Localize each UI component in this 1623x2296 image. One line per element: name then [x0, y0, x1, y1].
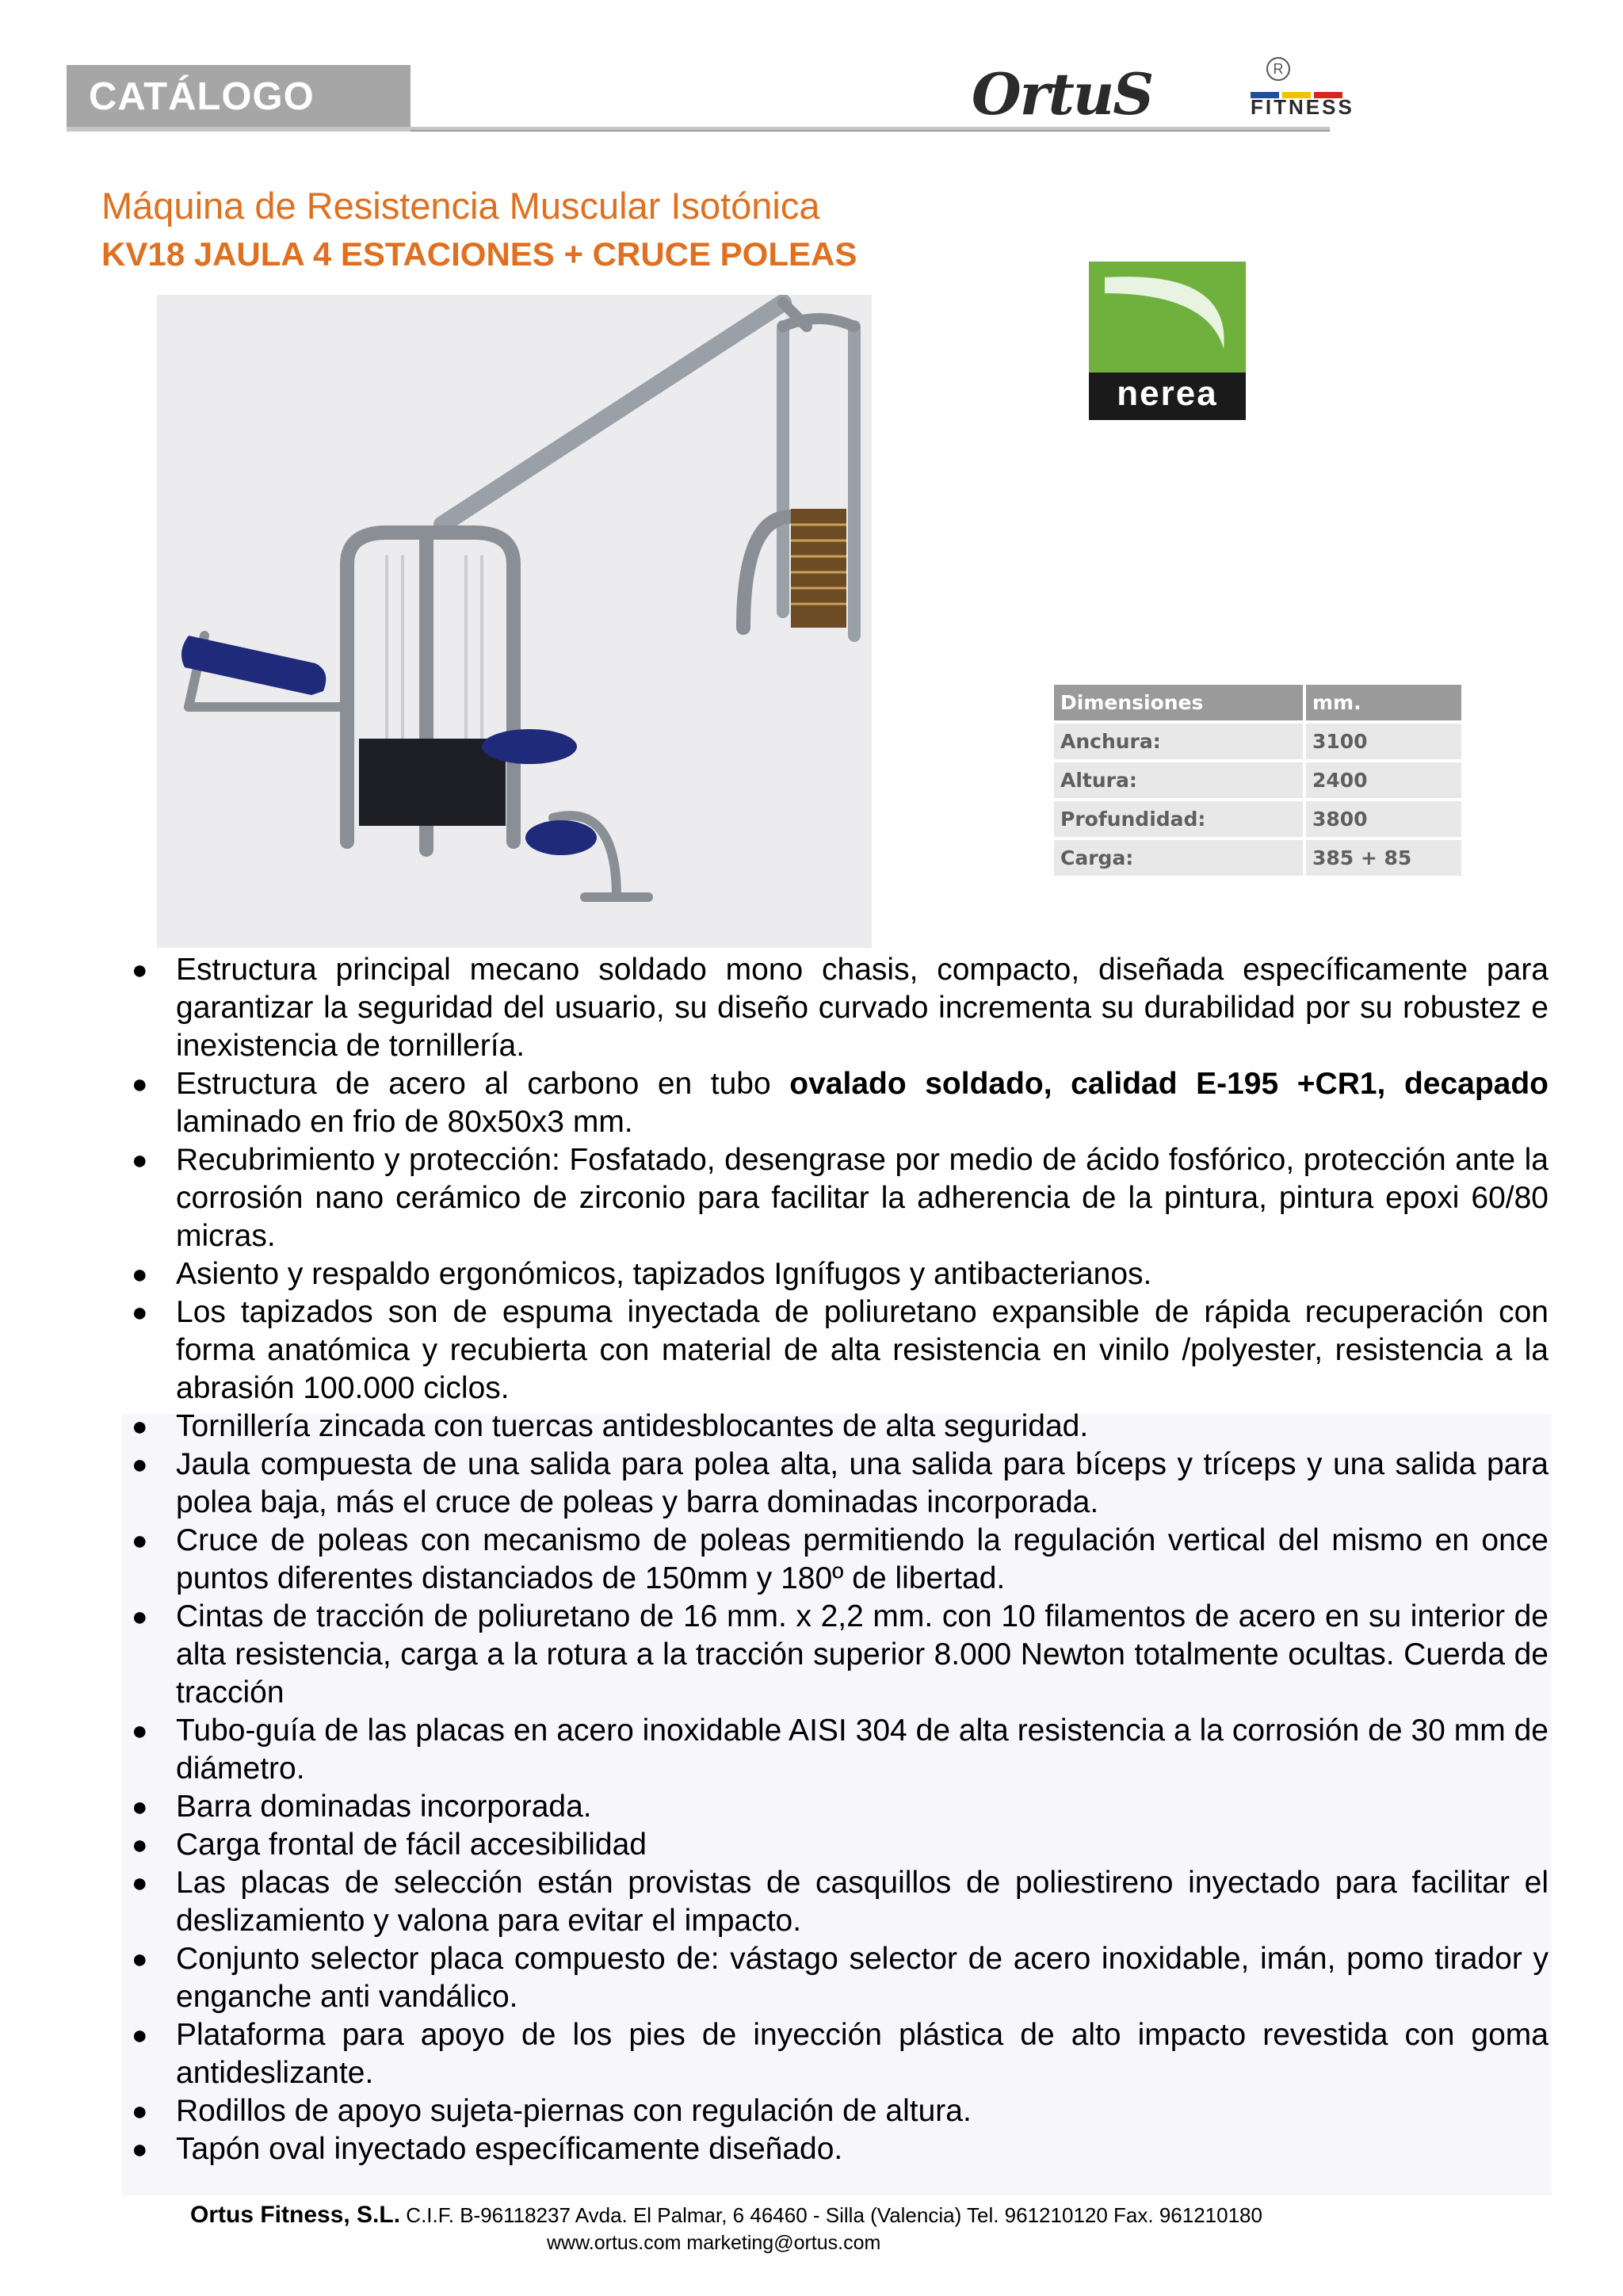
product-model-title: KV18 JAULA 4 ESTACIONES + CRUCE POLEAS — [101, 235, 857, 273]
table-header-cell: Dimensiones — [1054, 685, 1303, 720]
footer-company-name: Ortus Fitness, S.L. — [190, 2202, 401, 2228]
feature-item: ● Las placas de selección están provistas de casquillos de poliestireno inyectado para facilitar el deslizamiento y valona para evitar el impacto. — [132, 1866, 1549, 1938]
table-row — [1054, 724, 1461, 759]
bullet-icon: ● — [132, 1145, 148, 1175]
bullet-icon: ● — [132, 1526, 148, 1556]
table-row — [1054, 840, 1461, 876]
feature-item: ● Cintas de tracción de poliuretano de 16 mm. x 2,2 mm. con 10 filamentos de acero en su interior de alta resistencia, carga a la rotura a la tracción superior 8.000 Newton totalmente ocultas. Cuerda de tracción — [132, 1599, 1549, 1710]
registered-mark-icon: R — [1266, 57, 1290, 81]
bullet-icon: ● — [132, 1297, 148, 1328]
table-cell-value: 3800 — [1306, 801, 1461, 837]
dimensions-table — [1051, 682, 1465, 879]
bullet-icon: ● — [132, 1412, 148, 1442]
bullet-icon: ● — [132, 1944, 148, 1974]
footer-contact: www.ortus.com marketing@ortus.com — [547, 2232, 881, 2254]
table-cell-value: 3100 — [1306, 724, 1461, 759]
feature-item: ● Estructura de acero al carbono en tubo ovalado soldado, calidad E-195 +CR1, decapado laminado en frio de 80x50x3 mm. — [132, 1067, 1549, 1139]
bullet-icon: ● — [132, 1602, 148, 1632]
gym-machine-illustration — [157, 295, 872, 948]
feature-item: ● Cruce de poleas con mecanismo de poleas permitiendo la regulación vertical del mismo en once puntos diferentes distanciados de 150mm y 180º de libertad. — [132, 1523, 1549, 1595]
header-divider-shadow — [411, 130, 1330, 132]
table-cell-label: Anchura: — [1054, 724, 1303, 759]
ortus-fitness-logo — [972, 60, 1384, 128]
table-cell-value: 385 + 85 — [1306, 840, 1461, 876]
bullet-icon: ● — [132, 1716, 148, 1746]
footer-address: C.I.F. B-96118237 Avda. El Palmar, 6 46460 - Silla (Valencia) Tel. 961210120 Fax. 961210180 — [406, 2203, 1262, 2227]
table-row — [1054, 801, 1461, 837]
bullet-icon: ● — [132, 2134, 148, 2164]
table-header-cell: mm. — [1306, 685, 1461, 720]
table-cell-label: Carga: — [1054, 840, 1303, 876]
feature-item: ● Tubo-guía de las placas en acero inoxidable AISI 304 de alta resistencia a la corrosión de 30 mm de diámetro. — [132, 1713, 1549, 1786]
feature-item: ● Plataforma para apoyo de los pies de inyección plástica de alto impacto revestida con goma antideslizante. — [132, 2018, 1549, 2090]
table-row — [1054, 762, 1461, 798]
table-header-row — [1054, 685, 1461, 720]
bullet-icon: ● — [132, 2096, 148, 2126]
feature-item: ● Estructura principal mecano soldado mono chasis, compacto, diseñada específicamente para garantizar la seguridad del usuario, su diseño curvado incrementa su durabilidad por su robustez e inexistencia de tornillería. — [132, 953, 1549, 1063]
nerea-series-logo — [1089, 262, 1246, 420]
bullet-icon: ● — [132, 955, 148, 985]
feature-item: ● Los tapizados son de espuma inyectada de poliuretano expansible de rápida recuperación con forma anatómica y recubierta con material de alta resistencia en vinilo /polyester, resistencia a la abrasión 100.000 ciclos. — [132, 1295, 1549, 1405]
product-category-title: Máquina de Resistencia Muscular Isotónica — [101, 185, 820, 227]
feature-item: ● Carga frontal de fácil accesibilidad — [130, 1826, 1549, 1864]
catalog-label: CATÁLOGO — [89, 75, 315, 118]
footer-company-line — [190, 2202, 1426, 2229]
feature-item: ● Asiento y respaldo ergonómicos, tapizados Ignífugos y antibacterianos. — [130, 1255, 1549, 1293]
bullet-icon: ● — [132, 2020, 148, 2050]
features-list — [130, 951, 1549, 2168]
nerea-logo-text: nerea — [1117, 374, 1218, 413]
feature-item: ● Barra dominadas incorporada. — [130, 1788, 1549, 1826]
feature-item: ● Tapón oval inyectado específicamente diseñado. — [130, 2130, 1549, 2168]
bullet-icon: ● — [132, 1450, 148, 1480]
bullet-icon: ● — [132, 1868, 148, 1898]
bullet-icon: ● — [132, 1792, 148, 1822]
bullet-icon: ● — [132, 1069, 148, 1099]
feature-item: ● Tornillería zincada con tuercas antidesblocantes de alta seguridad. — [130, 1408, 1549, 1446]
bullet-icon: ● — [132, 1830, 148, 1860]
table-cell-value: 2400 — [1306, 762, 1461, 798]
bullet-icon: ● — [132, 1259, 148, 1289]
feature-item: ● Conjunto selector placa compuesto de: vástago selector de acero inoxidable, imán, pomo tirador y enganche anti vandálico. — [132, 1942, 1549, 2014]
table-cell-label: Altura: — [1054, 762, 1303, 798]
product-image — [157, 295, 872, 948]
feature-item: ● Jaula compuesta de una salida para polea alta, una salida para bíceps y tríceps y una salida para polea baja, más el cruce de poleas y barra dominadas incorporada. — [132, 1447, 1549, 1519]
table-cell-label: Profundidad: — [1054, 801, 1303, 837]
feature-item: ● Recubrimiento y protección: Fosfatado, desengrase por medio de ácido fosfórico, protección ante la corrosión nano cerámico de zirconio para facilitar la adherencia de la pintura, pintura epoxi 60/80 micras. — [132, 1143, 1549, 1253]
brand-name: OrtuS — [972, 60, 1153, 128]
brand-tagline: FITNESS — [1251, 95, 1354, 119]
feature-item: ● Rodillos de apoyo sujeta-piernas con regulación de altura. — [130, 2092, 1549, 2130]
